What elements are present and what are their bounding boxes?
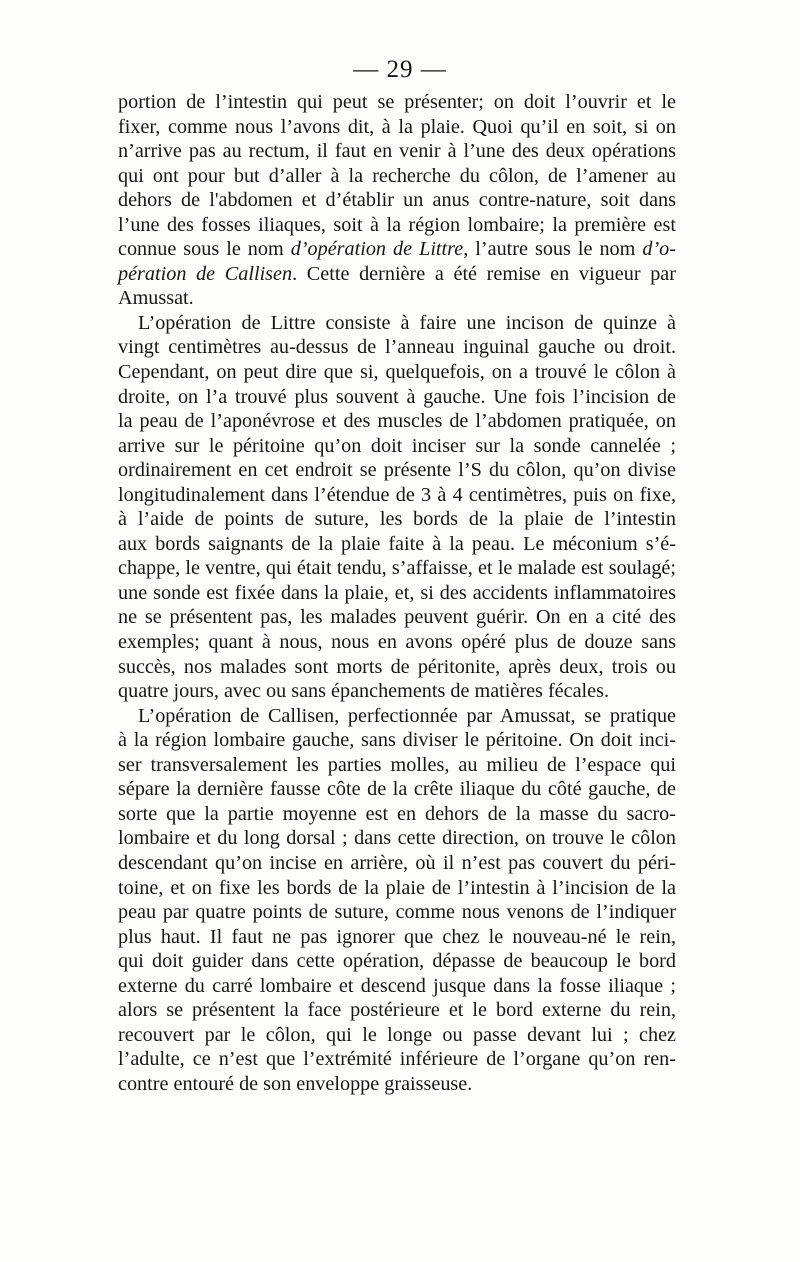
text-segment: connue sous le nom <box>118 238 291 261</box>
text-segment: l’adulte, ce n’est que l’extrémité inférieure de l’organe qu’on ren- <box>118 1048 676 1071</box>
text-line <box>118 188 676 213</box>
text-line <box>118 777 676 802</box>
body-text <box>118 90 676 1096</box>
text-line <box>118 507 676 532</box>
text-segment: L’opération de Littre consiste à faire une incison de quinze à <box>138 311 676 334</box>
text-segment: l’une des fosses iliaques, soit à la région lombaire; la première est <box>118 213 676 236</box>
text-segment: arrive sur le péritoine qu’on doit inciser sur la sonde cannelée ; <box>118 434 676 457</box>
text-line <box>118 1047 676 1072</box>
text-line <box>118 360 676 385</box>
text-segment: dehors de l'abdomen et d’établir un anus contre-nature, soit dans <box>118 189 676 212</box>
text-line <box>118 139 676 164</box>
text-segment: recouvert par le côlon, qui le longe ou passe devant lui ; chez <box>118 1023 676 1046</box>
text-segment: , l’autre sous le nom <box>463 238 643 261</box>
text-segment: Cependant, on peut dire que si, quelquefois, on a trouvé le côlon à <box>118 361 676 384</box>
text-segment: portion de l’intestin qui peut se présenter; on doit l’ouvrir et le <box>118 91 676 113</box>
text-segment: Amussat. <box>118 287 194 310</box>
text-line <box>118 851 676 876</box>
text-line <box>118 262 676 287</box>
text-line <box>118 483 676 508</box>
text-segment: succès, nos malades sont morts de péritonite, après deux, trois ou <box>118 655 676 678</box>
text-segment: une sonde est fixée dans la plaie, et, si des accidents inflammatoires <box>118 581 676 604</box>
text-line <box>118 949 676 974</box>
text-line <box>118 679 676 704</box>
text-segment: plus haut. Il faut ne pas ignorer que chez le nouveau-né le rein, <box>118 925 676 948</box>
text-segment: la peau de l’aponévrose et des muscles de l’abdomen pratiquée, on <box>118 410 676 433</box>
text-line <box>118 826 676 851</box>
text-line <box>118 237 676 262</box>
text-segment: sépare la dernière fausse côte de la crête iliaque du côté gauche, de <box>118 778 676 801</box>
text-line <box>118 434 676 459</box>
text-segment: chappe, le ventre, qui était tendu, s’affaisse, et le malade est soulagé; <box>118 557 676 580</box>
text-segment: descendant qu’on incise en arrière, où il n’est pas couvert du péri- <box>118 851 676 874</box>
text-segment: à la région lombaire gauche, sans diviser le péritoine. On doit inci- <box>118 729 676 752</box>
text-segment: fixer, comme nous l’avons dit, à la plaie. Quoi qu’il en soit, si on <box>118 115 676 138</box>
text-line <box>118 655 676 680</box>
text-segment: peau par quatre points de suture, comme nous venons de l’indiquer <box>118 901 676 924</box>
text-line <box>118 704 676 729</box>
text-line <box>118 802 676 827</box>
text-line <box>118 385 676 410</box>
text-segment: longitudinalement dans l’étendue de 3 à 4 centimètres, puis on fixe, <box>118 483 676 506</box>
text-line <box>118 556 676 581</box>
text-line <box>118 335 676 360</box>
text-segment: toine, et on fixe les bords de la plaie de l’intestin à l’incision de la <box>118 876 676 899</box>
text-segment: aux bords saignants de la plaie faite à la peau. Le méconium s’é- <box>118 532 676 555</box>
text-segment: . Cette dernière a été remise en vigueur par <box>292 262 676 285</box>
italic-segment: pération de Callisen <box>118 262 293 285</box>
italic-segment: d’o- <box>642 238 676 261</box>
text-line <box>118 1023 676 1048</box>
text-segment: à l’aide de points de suture, les bords de la plaie de l’intestin <box>118 508 676 531</box>
text-line <box>118 925 676 950</box>
text-segment: qui ont pour but d’aller à la recherche du côlon, de l’amener au <box>118 164 676 187</box>
text-line <box>118 900 676 925</box>
text-line <box>118 90 676 115</box>
text-line <box>118 1072 676 1097</box>
text-line <box>118 876 676 901</box>
text-segment: alors se présentent la face postérieure et le bord externe du rein, <box>118 999 676 1022</box>
paragraph <box>118 311 676 704</box>
text-segment: externe du carré lombaire et descend jusque dans la fosse iliaque ; <box>118 974 676 997</box>
text-segment: ordinairement en cet endroit se présente l’S du côlon, qu’on divise <box>118 459 676 482</box>
text-segment: n’arrive pas au rectum, il faut en venir à l’une des deux opérations <box>118 140 676 163</box>
text-line <box>118 998 676 1023</box>
text-segment: sorte que la partie moyenne est en dehors de la masse du sacro- <box>118 802 676 825</box>
paragraph <box>118 90 676 311</box>
text-line <box>118 728 676 753</box>
italic-segment: d’opération de Littre <box>290 238 464 261</box>
text-segment: L’opération de Callisen, perfectionnée par Amussat, se pratique <box>138 704 676 727</box>
page-number: — 29 — <box>353 56 447 83</box>
text-line <box>118 409 676 434</box>
text-line <box>118 164 676 189</box>
text-segment: lombaire et du long dorsal ; dans cette direction, on trouve le côlon <box>118 827 676 850</box>
text-segment: vingt centimètres au-dessus de l’anneau inguinal gauche ou droit. <box>118 336 676 359</box>
text-segment: qui doit guider dans cette opération, dépasse de beaucoup le bord <box>118 950 676 973</box>
text-line <box>118 630 676 655</box>
text-line <box>118 286 676 311</box>
text-line <box>118 115 676 140</box>
text-line <box>118 605 676 630</box>
text-segment: contre entouré de son enveloppe graisseuse. <box>118 1072 473 1095</box>
text-segment: exemples; quant à nous, nous en avons opéré plus de douze sans <box>118 631 676 654</box>
text-segment: droite, on l’a trouvé plus souvent à gauche. Une fois l’incision de <box>118 385 676 408</box>
text-segment: quatre jours, avec ou sans épanchements de matières fécales. <box>118 680 610 703</box>
text-line <box>118 311 676 336</box>
text-line <box>118 974 676 999</box>
text-line <box>118 532 676 557</box>
text-line <box>118 213 676 238</box>
text-segment: ser transversalement les parties molles, au milieu de l’espace qui <box>118 753 676 776</box>
paragraph <box>118 704 676 1097</box>
text-line <box>118 458 676 483</box>
text-line <box>118 581 676 606</box>
text-line <box>118 753 676 778</box>
text-segment: ne se présentent pas, les malades peuvent guérir. On en a cité des <box>118 606 676 629</box>
